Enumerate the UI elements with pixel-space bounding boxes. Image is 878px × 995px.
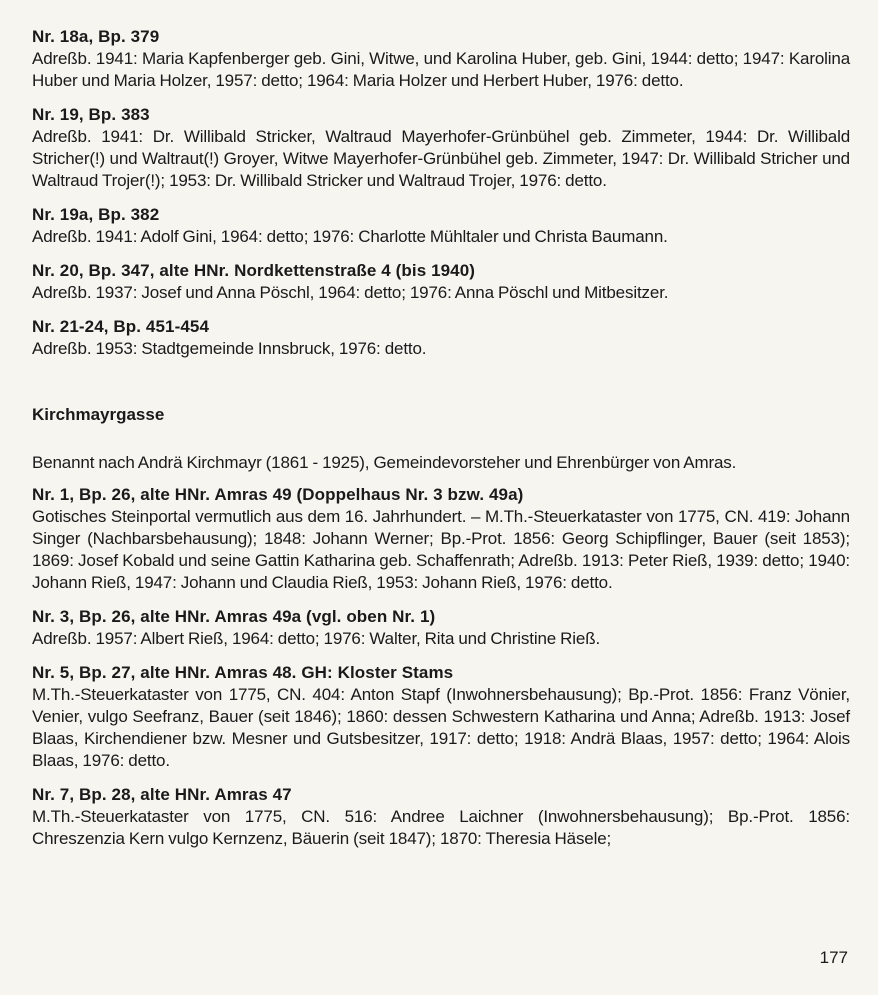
entry-nr-20 xyxy=(32,260,850,304)
entry-text: Adreßb. 1941: Dr. Willibald Stricker, Waltraud Mayerhofer-Grünbühel geb. Zimmeter, 1944: Dr. Willibald Stricher(!) und Waltraut(!) Groyer, Witwe Mayerhofer-Grünbühel geb. Zimmeter, 1947: Dr. Willibald Stricher und Waltraud Trojer(!); 1953: Dr. Willibald Stricker und Waltraud Trojer, 1976: detto. xyxy=(32,127,850,190)
entry-heading: Nr. 5, Bp. 27, alte HNr. Amras 48. GH: Kloster Stams xyxy=(32,663,454,682)
entry-nr-21-24 xyxy=(32,316,850,360)
section-title: Kirchmayrgasse xyxy=(32,405,165,424)
entry-nr-18a xyxy=(32,26,850,92)
entry-nr-7 xyxy=(32,784,850,850)
entry-nr-19 xyxy=(32,104,850,192)
entry-text: Adreßb. 1957: Albert Rieß, 1964: detto; 1976: Walter, Rita und Christine Rieß. xyxy=(32,629,601,648)
entry-heading: Nr. 21-24, Bp. 451-454 xyxy=(32,317,210,336)
entry-text: Adreßb. 1941: Adolf Gini, 1964: detto; 1976: Charlotte Mühltaler und Christa Baumann. xyxy=(32,227,668,246)
entry-heading: Nr. 19, Bp. 383 xyxy=(32,105,150,124)
entry-heading: Nr. 19a, Bp. 382 xyxy=(32,205,160,224)
section-intro: Benannt nach Andrä Kirchmayr (1861 - 1925), Gemeindevorsteher und Ehrenbürger von Amras. xyxy=(32,453,737,472)
entry-nr-5 xyxy=(32,662,850,772)
entry-heading: Nr. 1, Bp. 26, alte HNr. Amras 49 (Doppelhaus Nr. 3 bzw. 49a) xyxy=(32,485,524,504)
entry-heading: Nr. 7, Bp. 28, alte HNr. Amras 47 xyxy=(32,785,292,804)
entry-text: Adreßb. 1953: Stadtgemeinde Innsbruck, 1976: detto. xyxy=(32,339,427,358)
page-number: 177 xyxy=(819,948,848,967)
entry-text: Adreßb. 1941: Maria Kapfenberger geb. Gini, Witwe, und Karolina Huber, geb. Gini, 1944: detto; 1947: Karolina Huber und Maria Holzer, 1957: detto; 1964: Maria Holzer und Herbert Huber, 1976: detto. xyxy=(32,49,850,90)
entry-text: M.Th.-Steuerkataster von 1775, CN. 516: Andree Laichner (Inwohnersbehausung); Bp.-Prot. 1856: Chreszenzia Kern vulgo Kernzenz, Bäuerin (seit 1847); 1870: Theresia Häsele; xyxy=(32,807,850,848)
entry-text: Gotisches Steinportal vermutlich aus dem 16. Jahrhundert. – M.Th.-Steuerkataster von 1775, CN. 419: Johann Singer (Nachbarsbehausung); 1848: Johann Werner; Bp.-Prot. 1856: Georg Schipflinger, Bauer (seit 1853); 1869: Josef Kobald und seine Gattin Katharina geb. Schaffenrath; Adreßb. 1913: Peter Rieß, 1939: detto; 1940: Johann Rieß, 1947: Johann und Claudia Rieß, 1953: Johann Rieß, 1976: detto. xyxy=(32,507,850,592)
entry-heading: Nr. 3, Bp. 26, alte HNr. Amras 49a (vgl. oben Nr. 1) xyxy=(32,607,436,626)
entry-heading: Nr. 18a, Bp. 379 xyxy=(32,27,160,46)
entry-nr-3 xyxy=(32,606,850,650)
entry-nr-19a xyxy=(32,204,850,248)
entry-heading: Nr. 20, Bp. 347, alte HNr. Nordkettenstraße 4 (bis 1940) xyxy=(32,261,476,280)
entry-text: M.Th.-Steuerkataster von 1775, CN. 404: Anton Stapf (Inwohnersbehausung); Bp.-Prot. 1856: Franz Vönier, Venier, vulgo Seefranz, Bauer (seit 1846); 1860: dessen Schwestern Katharina und Anna; Adreßb. 1913: Josef Blaas, Kirchendiener bzw. Mesner und Gutsbesitzer, 1917: detto; 1918: Andrä Blaas, 1957: detto; 1964: Alois Blaas, 1976: detto. xyxy=(32,685,850,770)
entry-nr-1 xyxy=(32,484,850,594)
entry-text: Adreßb. 1937: Josef und Anna Pöschl, 1964: detto; 1976: Anna Pöschl und Mitbesitzer. xyxy=(32,283,669,302)
